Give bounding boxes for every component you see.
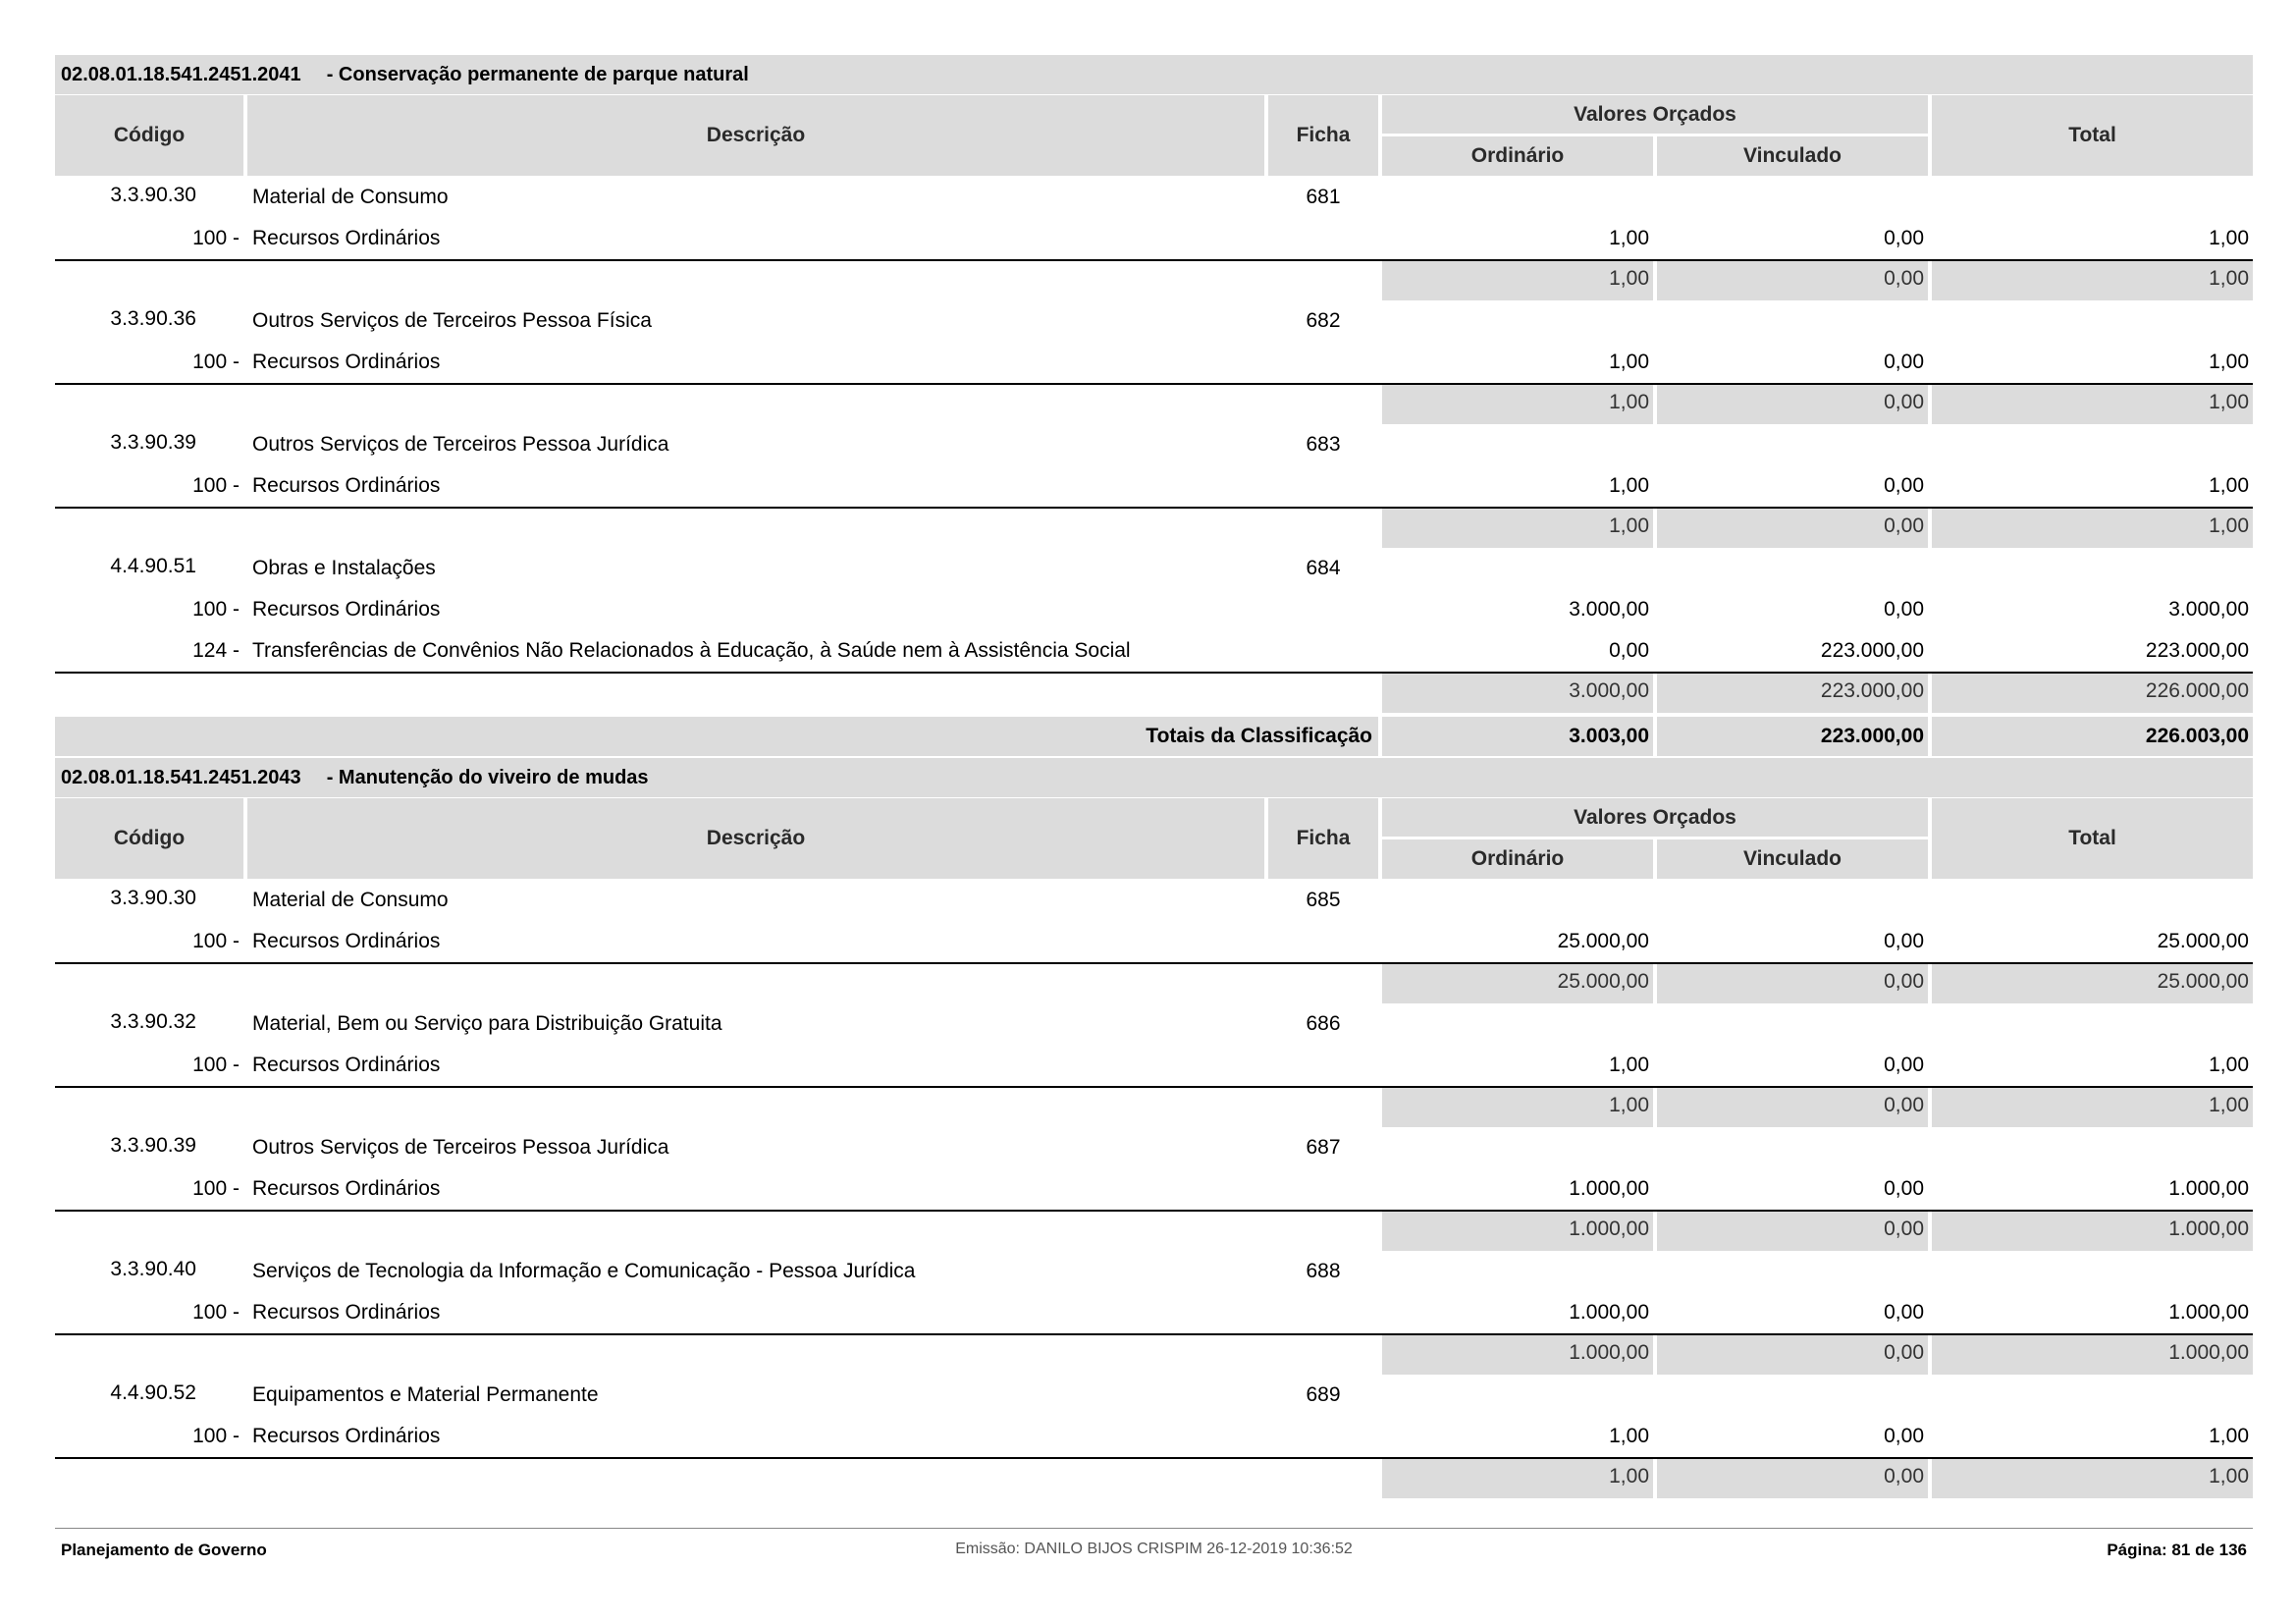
item-description: Outros Serviços de Terceiros Pessoa Jurídica: [252, 1136, 669, 1159]
section-code: 02.08.01.18.541.2451.2043: [61, 767, 301, 788]
subtotal-ordinario: 1,00: [1609, 514, 1649, 537]
source-total: 3.000,00: [2168, 598, 2249, 621]
subtotal-row: [55, 383, 2253, 424]
budget-sections: [55, 55, 2253, 1498]
footer-page-number: Página: 81 de 136: [2107, 1541, 2247, 1559]
subtotal-total: 1,00: [2209, 267, 2249, 290]
item-row: [55, 424, 2253, 465]
source-description: Recursos Ordinários: [252, 1177, 441, 1200]
source-total: 1.000,00: [2168, 1301, 2249, 1324]
source-row: [55, 589, 2253, 630]
source-total: 1,00: [2209, 227, 2249, 249]
section-code: 02.08.01.18.541.2451.2041: [61, 64, 301, 85]
item-ficha: 686: [1306, 1012, 1341, 1035]
source-row: [55, 342, 2253, 383]
subtotal-row: [55, 1333, 2253, 1375]
item-ficha: 682: [1306, 309, 1341, 332]
source-total: 25.000,00: [2157, 930, 2249, 952]
item-ficha: 685: [1306, 889, 1341, 911]
source-vinculado: 0,00: [1884, 930, 1924, 952]
source-code: 100 -: [192, 1301, 240, 1324]
source-vinculado: 223.000,00: [1820, 639, 1924, 662]
page-footer: [55, 1528, 2253, 1568]
totals-ordinario: 3.003,00: [1569, 725, 1649, 747]
item-ficha: 689: [1306, 1383, 1341, 1406]
section-name: - Conservação permanente de parque natural: [326, 64, 749, 85]
subtotal-vinculado: 0,00: [1884, 514, 1924, 537]
subtotal-vinculado: 0,00: [1884, 391, 1924, 413]
header-ordinario: Ordinário: [1382, 136, 1653, 176]
source-total: 1,00: [2209, 351, 2249, 373]
section-name: - Manutenção do viveiro de mudas: [326, 767, 649, 788]
item-code: 3.3.90.40: [110, 1258, 196, 1280]
subtotal-row: [55, 1086, 2253, 1127]
totals-total: 226.003,00: [2145, 725, 2249, 747]
source-ordinario: 0,00: [1609, 639, 1649, 662]
item-code: 4.4.90.51: [110, 555, 196, 577]
item-row: [55, 177, 2253, 218]
subtotal-total: 25.000,00: [2157, 970, 2249, 993]
column-header: [55, 95, 2253, 176]
subtotal-ordinario: 1,00: [1609, 1465, 1649, 1488]
item-description: Material, Bem ou Serviço para Distribuição Gratuita: [252, 1012, 722, 1035]
source-description: Recursos Ordinários: [252, 351, 441, 373]
source-code: 100 -: [192, 1177, 240, 1200]
source-vinculado: 0,00: [1884, 1177, 1924, 1200]
header-descricao: Descrição: [247, 798, 1264, 879]
item-description: Equipamentos e Material Permanente: [252, 1383, 599, 1406]
source-ordinario: 1.000,00: [1569, 1301, 1649, 1324]
footer-emission: Emissão: DANILO BIJOS CRISPIM 26-12-2019 10:36:52: [955, 1541, 1353, 1557]
subtotal-ordinario: 1.000,00: [1569, 1341, 1649, 1364]
item-description: Serviços de Tecnologia da Informação e Comunicação - Pessoa Jurídica: [252, 1260, 916, 1282]
source-ordinario: 3.000,00: [1569, 598, 1649, 621]
source-row: [55, 1168, 2253, 1210]
source-code: 100 -: [192, 1425, 240, 1447]
column-header: [55, 798, 2253, 879]
subtotal-vinculado: 0,00: [1884, 1341, 1924, 1364]
subtotal-ordinario: 1.000,00: [1569, 1217, 1649, 1240]
source-row: [55, 921, 2253, 962]
source-vinculado: 0,00: [1884, 1301, 1924, 1324]
subtotal-total: 1,00: [2209, 1465, 2249, 1488]
subtotal-ordinario: 25.000,00: [1557, 970, 1649, 993]
source-row: [55, 218, 2253, 259]
source-code: 100 -: [192, 351, 240, 373]
source-ordinario: 1,00: [1609, 1425, 1649, 1447]
section-title: [55, 758, 2253, 797]
source-vinculado: 0,00: [1884, 227, 1924, 249]
item-row: [55, 1127, 2253, 1168]
source-vinculado: 0,00: [1884, 351, 1924, 373]
source-ordinario: 1,00: [1609, 351, 1649, 373]
header-ordinario: Ordinário: [1382, 839, 1653, 879]
item-code: 3.3.90.39: [110, 431, 196, 454]
header-ficha: Ficha: [1268, 95, 1378, 176]
source-ordinario: 25.000,00: [1557, 930, 1649, 952]
item-description: Obras e Instalações: [252, 557, 436, 579]
header-valores-orcados: Valores Orçados: [1382, 798, 1928, 837]
item-row: [55, 548, 2253, 589]
source-code: 100 -: [192, 1054, 240, 1076]
subtotal-vinculado: 0,00: [1884, 970, 1924, 993]
header-ficha: Ficha: [1268, 798, 1378, 879]
subtotal-ordinario: 3.000,00: [1569, 679, 1649, 702]
source-total: 1.000,00: [2168, 1177, 2249, 1200]
header-valores-orcados: Valores Orçados: [1382, 95, 1928, 134]
subtotal-ordinario: 1,00: [1609, 391, 1649, 413]
item-row: [55, 1251, 2253, 1292]
item-ficha: 681: [1306, 186, 1341, 208]
source-row: [55, 1292, 2253, 1333]
item-code: 4.4.90.52: [110, 1381, 196, 1404]
subtotal-row: [55, 259, 2253, 300]
subtotal-vinculado: 0,00: [1884, 1217, 1924, 1240]
source-code: 124 -: [192, 639, 240, 662]
subtotal-row: [55, 1457, 2253, 1498]
source-vinculado: 0,00: [1884, 1054, 1924, 1076]
source-total: 1,00: [2209, 474, 2249, 497]
item-row: [55, 880, 2253, 921]
subtotal-total: 226.000,00: [2145, 679, 2249, 702]
subtotal-total: 1,00: [2209, 1094, 2249, 1116]
source-row: [55, 1416, 2253, 1457]
header-descricao: Descrição: [247, 95, 1264, 176]
header-codigo: Código: [55, 95, 243, 176]
subtotal-total: 1,00: [2209, 514, 2249, 537]
source-ordinario: 1,00: [1609, 227, 1649, 249]
source-description: Recursos Ordinários: [252, 598, 441, 621]
source-description: Recursos Ordinários: [252, 930, 441, 952]
subtotal-total: 1,00: [2209, 391, 2249, 413]
source-row: [55, 465, 2253, 507]
source-description: Recursos Ordinários: [252, 227, 441, 249]
source-total: 223.000,00: [2145, 639, 2249, 662]
footer-left: Planejamento de Governo: [61, 1541, 267, 1559]
source-ordinario: 1,00: [1609, 1054, 1649, 1076]
subtotal-total: 1.000,00: [2168, 1217, 2249, 1240]
item-description: Outros Serviços de Terceiros Pessoa Física: [252, 309, 652, 332]
item-description: Material de Consumo: [252, 889, 449, 911]
header-total: Total: [1932, 95, 2253, 176]
subtotal-vinculado: 0,00: [1884, 1094, 1924, 1116]
item-ficha: 683: [1306, 433, 1341, 456]
source-description: Recursos Ordinários: [252, 1054, 441, 1076]
item-row: [55, 1003, 2253, 1045]
source-description: Recursos Ordinários: [252, 1425, 441, 1447]
source-total: 1,00: [2209, 1054, 2249, 1076]
subtotal-row: [55, 672, 2253, 713]
classification-totals-row: [55, 717, 2253, 756]
subtotal-total: 1.000,00: [2168, 1341, 2249, 1364]
source-code: 100 -: [192, 474, 240, 497]
source-description: Transferências de Convênios Não Relacionados à Educação, à Saúde nem à Assistência Social: [252, 639, 1131, 662]
totals-vinculado: 223.000,00: [1820, 725, 1924, 747]
subtotal-row: [55, 962, 2253, 1003]
header-vinculado: Vinculado: [1657, 839, 1928, 879]
item-ficha: 688: [1306, 1260, 1341, 1282]
header-total: Total: [1932, 798, 2253, 879]
source-total: 1,00: [2209, 1425, 2249, 1447]
subtotal-vinculado: 223.000,00: [1820, 679, 1924, 702]
source-code: 100 -: [192, 227, 240, 249]
header-vinculado: Vinculado: [1657, 136, 1928, 176]
source-vinculado: 0,00: [1884, 598, 1924, 621]
item-ficha: 684: [1306, 557, 1341, 579]
item-code: 3.3.90.36: [110, 307, 196, 330]
section-title: [55, 55, 2253, 94]
subtotal-vinculado: 0,00: [1884, 267, 1924, 290]
source-ordinario: 1.000,00: [1569, 1177, 1649, 1200]
item-code: 3.3.90.32: [110, 1010, 196, 1033]
subtotal-vinculado: 0,00: [1884, 1465, 1924, 1488]
source-code: 100 -: [192, 598, 240, 621]
item-description: Material de Consumo: [252, 186, 449, 208]
totals-label: Totais da Classificação: [1146, 725, 1372, 747]
source-row: [55, 1045, 2253, 1086]
subtotal-ordinario: 1,00: [1609, 1094, 1649, 1116]
item-code: 3.3.90.30: [110, 184, 196, 206]
header-codigo: Código: [55, 798, 243, 879]
source-vinculado: 0,00: [1884, 474, 1924, 497]
source-description: Recursos Ordinários: [252, 474, 441, 497]
item-ficha: 687: [1306, 1136, 1341, 1159]
item-description: Outros Serviços de Terceiros Pessoa Jurídica: [252, 433, 669, 456]
subtotal-row: [55, 507, 2253, 548]
source-code: 100 -: [192, 930, 240, 952]
source-vinculado: 0,00: [1884, 1425, 1924, 1447]
source-description: Recursos Ordinários: [252, 1301, 441, 1324]
item-row: [55, 300, 2253, 342]
source-row: [55, 630, 2253, 672]
subtotal-ordinario: 1,00: [1609, 267, 1649, 290]
source-ordinario: 1,00: [1609, 474, 1649, 497]
subtotal-row: [55, 1210, 2253, 1251]
item-code: 3.3.90.39: [110, 1134, 196, 1157]
item-row: [55, 1375, 2253, 1416]
item-code: 3.3.90.30: [110, 887, 196, 909]
